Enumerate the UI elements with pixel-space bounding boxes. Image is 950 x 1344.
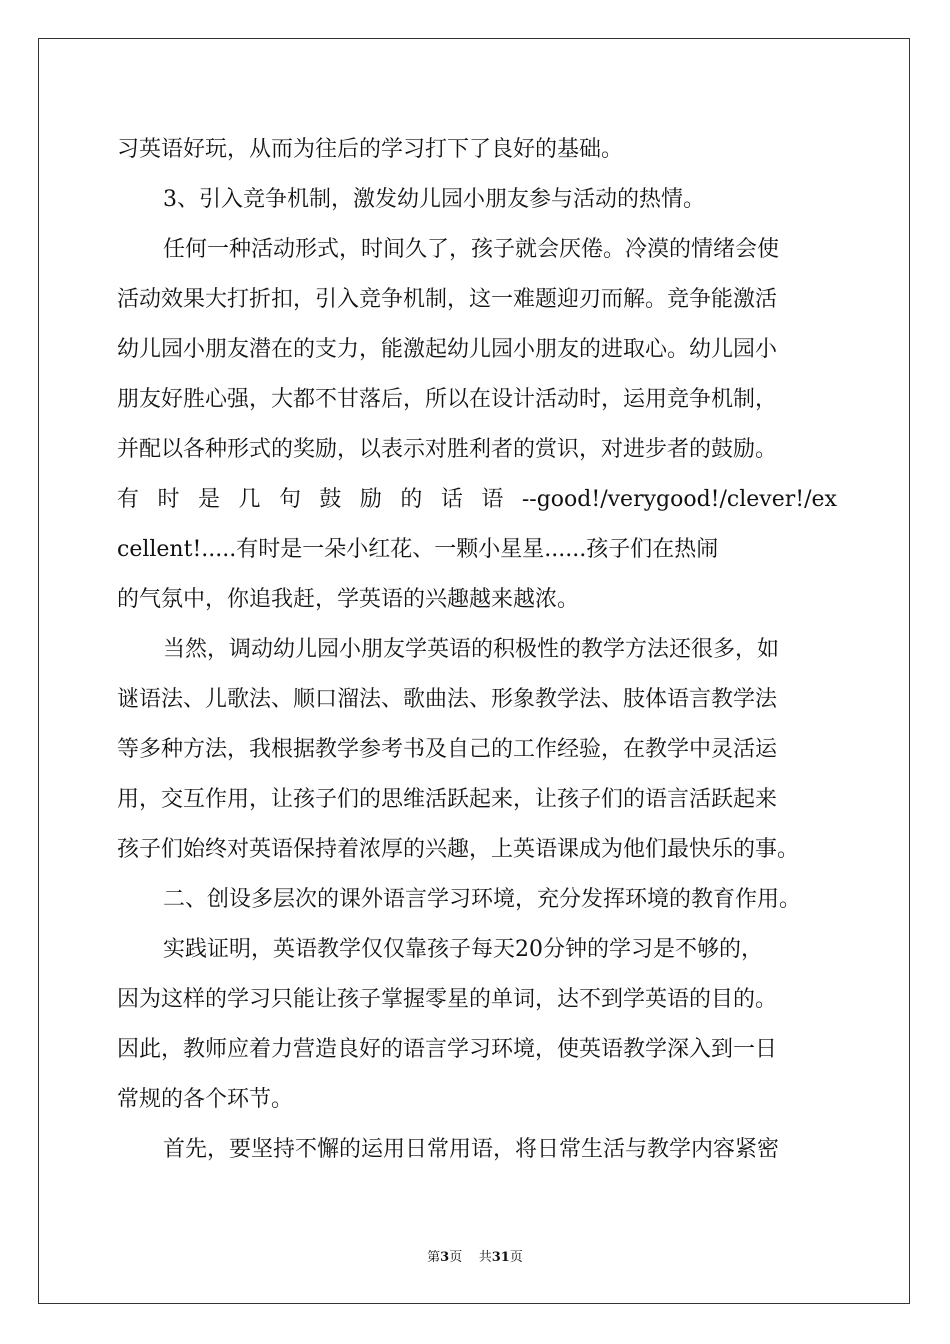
text-line: 常规的各个环节。 bbox=[117, 1087, 294, 1112]
text-token: 励 bbox=[359, 487, 382, 512]
text-line: 3、引入竞争机制，激发幼儿园小朋友参与活动的热情。 bbox=[163, 187, 705, 212]
footer-text: 共 bbox=[478, 1250, 492, 1265]
text-line: 朋友好胜心强，大都不甘落后，所以在设计活动时，运用竞争机制， bbox=[117, 387, 778, 412]
text-line: 幼儿园小朋友潜在的支力，能激起幼儿园小朋友的进取心。幼儿园小 bbox=[117, 337, 778, 362]
page-footer bbox=[0, 1246, 950, 1265]
text-line: 因此，教师应着力营造良好的语言学习环境，使英语教学深入到一日 bbox=[117, 1037, 778, 1062]
text-line: 用，交互作用，让孩子们的思维活跃起来，让孩子们的语言活跃起来 bbox=[117, 787, 778, 812]
text-token: 有 bbox=[117, 487, 140, 512]
footer-text: 页 bbox=[449, 1250, 463, 1265]
text-line: 的气氛中，你追我赶，学英语的兴趣越来越浓。 bbox=[117, 587, 580, 612]
text-token: 话 bbox=[440, 487, 463, 512]
page-border bbox=[38, 38, 910, 1304]
text-token: 时 bbox=[157, 487, 180, 512]
text-line: cellent!.....有时是一朵小红花、一颗小星星......孩子们在热闹 bbox=[117, 537, 719, 562]
text-line: 当然，调动幼儿园小朋友学英语的积极性的教学方法还很多，如 bbox=[163, 637, 780, 662]
text-line: 习英语好玩，从而为往后的学习打下了良好的基础。 bbox=[117, 137, 624, 162]
text-line: 任何一种活动形式，时间久了，孩子就会厌倦。冷漠的情绪会使 bbox=[163, 237, 780, 262]
text-line: 等多种方法，我根据教学参考书及自己的工作经验，在教学中灵活运 bbox=[117, 737, 778, 762]
text-line: 因为这样的学习只能让孩子掌握零星的单词，达不到学英语的目的。 bbox=[117, 987, 778, 1012]
text-line: 孩子们始终对英语保持着浓厚的兴趣，上英语课成为他们最快乐的事。 bbox=[117, 837, 800, 862]
text-token: 语 bbox=[481, 487, 504, 512]
current-page-number: 3 bbox=[440, 1250, 450, 1265]
text-line: 并配以各种形式的奖励，以表示对胜利者的赏识，对进步者的鼓励。 bbox=[117, 437, 778, 462]
text-token: --good!/verygood!/clever!/ex bbox=[521, 487, 837, 512]
text-line: 首先，要坚持不懈的运用日常用语，将日常生活与教学内容紧密 bbox=[163, 1137, 780, 1162]
footer-text: 第 bbox=[427, 1250, 441, 1265]
text-token: 句 bbox=[278, 487, 301, 512]
total-pages-label bbox=[479, 1250, 523, 1265]
page-number-label bbox=[427, 1250, 462, 1265]
text-line: 实践证明，英语教学仅仅靠孩子每天20分钟的学习是不够的， bbox=[163, 937, 763, 962]
text-line: 谜语法、儿歌法、顺口溜法、歌曲法、形象教学法、肢体语言教学法 bbox=[117, 687, 778, 712]
text-line: 二、创设多层次的课外语言学习环境，充分发挥环境的教育作用。 bbox=[163, 887, 802, 912]
text-token: 的 bbox=[400, 487, 423, 512]
text-token: 是 bbox=[197, 487, 220, 512]
text-token: 鼓 bbox=[319, 487, 342, 512]
text-token: 几 bbox=[238, 487, 261, 512]
footer-text: 页 bbox=[509, 1250, 523, 1265]
text-line-justified bbox=[117, 487, 837, 513]
text-line: 活动效果大打折扣，引入竞争机制，这一难题迎刃而解。竞争能激活 bbox=[117, 287, 778, 312]
total-page-number: 31 bbox=[491, 1250, 510, 1265]
